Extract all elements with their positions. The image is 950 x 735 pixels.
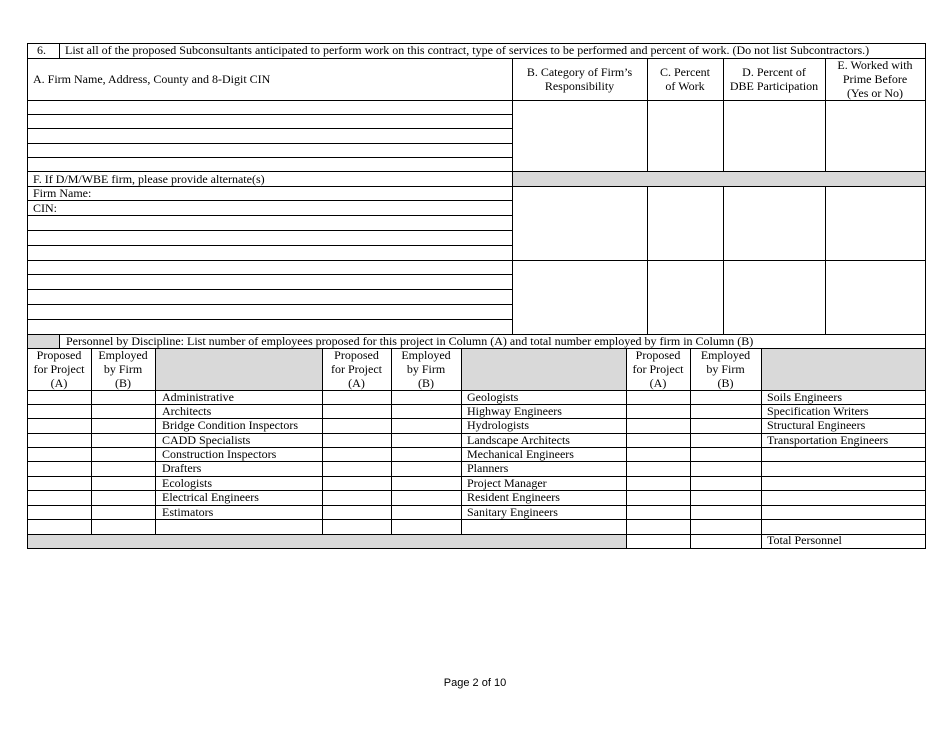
firm-entry-line[interactable] [27,245,512,246]
discipline-label: Mechanical Engineers [467,447,574,461]
discipline-label: Specification Writers [767,404,869,418]
section-number: 6. [37,43,46,57]
discipline-label: Construction Inspectors [162,447,277,461]
firm-entry-line[interactable] [27,215,512,216]
discipline-header-shade [156,349,322,390]
discipline-label: Geologists [467,390,519,404]
employed-header-1: Employed by Firm (B) [98,348,148,390]
discipline-label: Electrical Engineers [162,490,259,504]
proposed-header-1: Proposed for Project (A) [33,348,85,390]
discipline-label: Ecologists [162,476,212,490]
discipline-label: Resident Engineers [467,490,560,504]
discipline-label: Hydrologists [467,418,530,432]
col-a-header: A. Firm Name, Address, County and 8-Digit CIN [33,72,271,86]
discipline-label: Sanitary Engineers [467,505,558,519]
discipline-label: Estimators [162,505,214,519]
discipline-label: Project Manager [467,476,547,490]
discipline-header-shade [462,349,626,390]
alternate-prompt: F. If D/M/WBE firm, please provide alternate(s) [33,172,265,186]
firm-entry-line[interactable] [27,304,512,305]
firm-entry-line[interactable] [27,143,512,144]
discipline-label: Bridge Condition Inspectors [162,418,298,432]
col-b-header: B. Category of Firm’s Responsibility [526,65,633,93]
personnel-marker-shade [28,335,59,348]
employed-header-3: Employed by Firm (B) [700,348,751,390]
firm-name-label: Firm Name: [33,186,92,200]
firm-entry-line[interactable] [27,128,512,129]
total-row-shade [28,535,626,548]
firm-entry-line[interactable] [27,274,512,275]
discipline-label: Transportation Engineers [767,433,889,447]
page-number: Page 2 of 10 [443,677,507,689]
discipline-label: Soils Engineers [767,390,842,404]
cin-label: CIN: [33,201,57,215]
total-personnel-label: Total Personnel [767,533,842,547]
discipline-label: Highway Engineers [467,404,562,418]
firm-entry-line[interactable] [27,157,512,158]
discipline-label: Structural Engineers [767,418,866,432]
section-instruction: List all of the proposed Subconsultants anticipated to perform work on this contract, type of services to be performed and percent of work. (Do not list Subcontractors.) [65,43,870,57]
firm-entry-line[interactable] [27,289,512,290]
discipline-header-shade [762,349,925,390]
discipline-label: Drafters [162,461,202,475]
proposed-header-2: Proposed for Project (A) [331,348,382,390]
discipline-label: CADD Specialists [162,433,251,447]
employed-header-2: Employed by Firm (B) [401,348,451,390]
alternate-row-shade [513,172,925,186]
firm-entry-line[interactable] [27,230,512,231]
discipline-label: Planners [467,461,509,475]
col-e-header: E. Worked with Prime Before (Yes or No) [837,58,913,100]
firm-entry-line[interactable] [27,319,512,320]
col-c-header: C. Percent of Work [660,65,710,93]
firm-entry-line[interactable] [27,114,512,115]
col-d-header: D. Percent of DBE Participation [729,65,819,93]
discipline-label: Landscape Architects [467,433,570,447]
proposed-header-3: Proposed for Project (A) [632,348,684,390]
discipline-label: Architects [162,404,212,418]
discipline-label: Administrative [162,390,234,404]
personnel-instruction: Personnel by Discipline: List number of employees proposed for this project in Column (A) and total number employed by firm in Column (B) [66,334,754,348]
